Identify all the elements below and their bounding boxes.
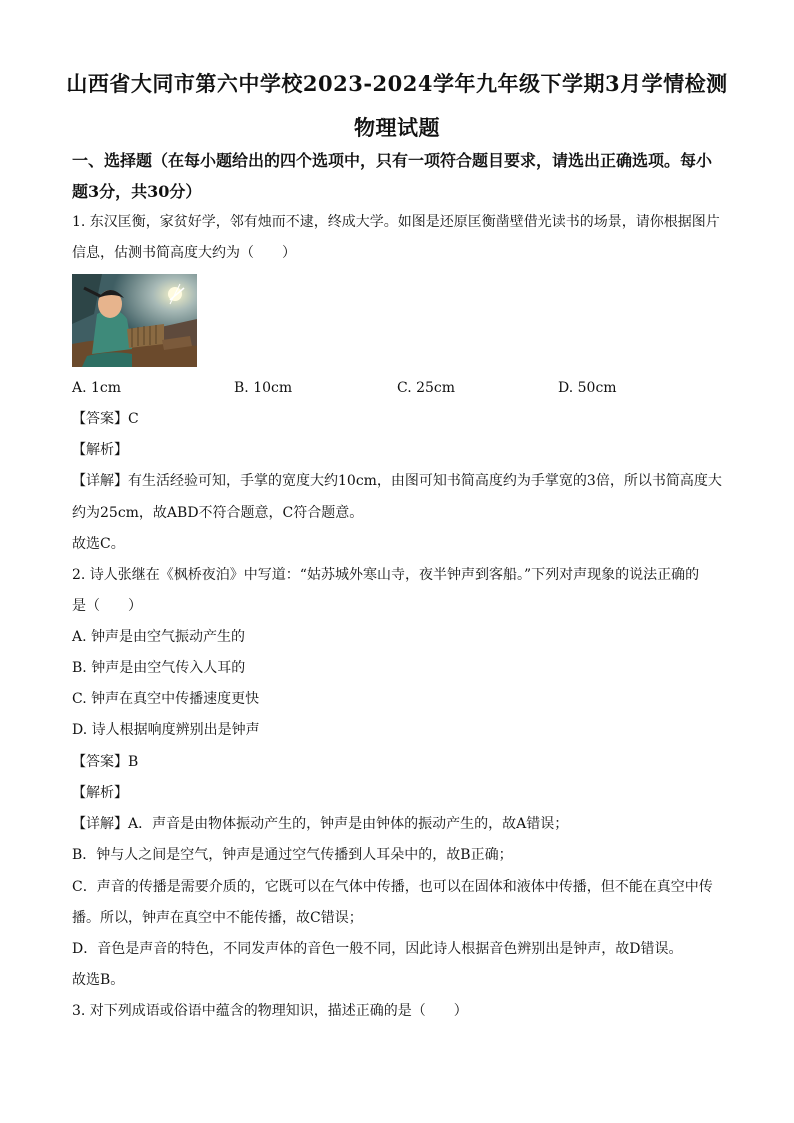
q1-detail: 【详解】有生活经验可知，手掌的宽度大约10cm，由图可知书简高度约为手掌宽的3倍，所以书简高度大 [72, 473, 722, 489]
q3-stem: 3. 对下列成语或俗语中蕴含的物理知识，描述正确的是（ ） [72, 1003, 468, 1019]
q1-option-b: B. 10cm [234, 380, 293, 396]
q2-option-a: A. 钟声是由空气振动产生的 [72, 629, 246, 645]
q2-detail-c: C．声音的传播是需要介质的，它既可以在气体中传播，也可以在固体和液体中传播，但不能在真空中传 [72, 879, 713, 895]
q1-option-d: D. 50cm [558, 380, 617, 396]
q2-stem: 2. 诗人张继在《枫桥夜泊》中写道：“姑苏城外寒山寺，夜半钟声到客船。”下列对声现象的说法正确的 [72, 567, 700, 583]
q2-option-b: B. 钟声是由空气传入人耳的 [72, 660, 246, 676]
q1-analysis-label: 【解析】 [72, 442, 128, 458]
q2-conclusion: 故选B。 [72, 972, 125, 988]
q1-stem-cont: 信息，估测书简高度大约为（ ） [72, 245, 296, 261]
section-heading: 一、选择题（在每小题给出的四个选项中，只有一项符合题目要求，请选出正确选项。每小 [72, 151, 713, 170]
q2-detail-a: 【详解】A．声音是由物体振动产生的，钟声是由钟体的振动产生的，故A错误； [72, 816, 569, 832]
doc-subtitle: 物理试题 [354, 115, 440, 140]
doc-title: 山西省大同市第六中学校2023-2024学年九年级下学期3月学情检测 [66, 71, 728, 96]
q1-stem: 1. 东汉匡衡，家贫好学，邻有烛而不逮，终成大学。如图是还原匡衡凿壁借光读书的场景，请你根据图片 [72, 214, 720, 230]
q2-analysis-label: 【解析】 [72, 785, 128, 801]
q2-stem-cont: 是（ ） [72, 598, 142, 614]
q1-answer: 【答案】C [72, 411, 139, 427]
q1-option-c: C. 25cm [397, 380, 456, 396]
q2-answer: 【答案】B [72, 754, 139, 770]
q2-option-c: C. 钟声在真空中传播速度更快 [72, 691, 260, 707]
q1-option-a: A. 1cm [72, 380, 122, 396]
q1-conclusion: 故选C。 [72, 536, 125, 552]
q2-detail-d: D．音色是声音的特色，不同发声体的音色一般不同，因此诗人根据音色辨别出是钟声，故D错误。 [72, 941, 683, 957]
section-heading-cont: 题3分，共30分） [72, 182, 202, 201]
q1-detail-cont: 约为25cm，故ABD不符合题意，C符合题意。 [72, 505, 364, 521]
q2-detail-c-cont: 播。所以，钟声在真空中不能传播，故C错误； [72, 910, 363, 926]
q2-option-d: D. 诗人根据响度辨别出是钟声 [72, 722, 260, 738]
q2-detail-b: B．钟与人之间是空气，钟声是通过空气传播到人耳朵中的，故B正确； [72, 847, 513, 863]
q1-illustration [72, 274, 197, 367]
